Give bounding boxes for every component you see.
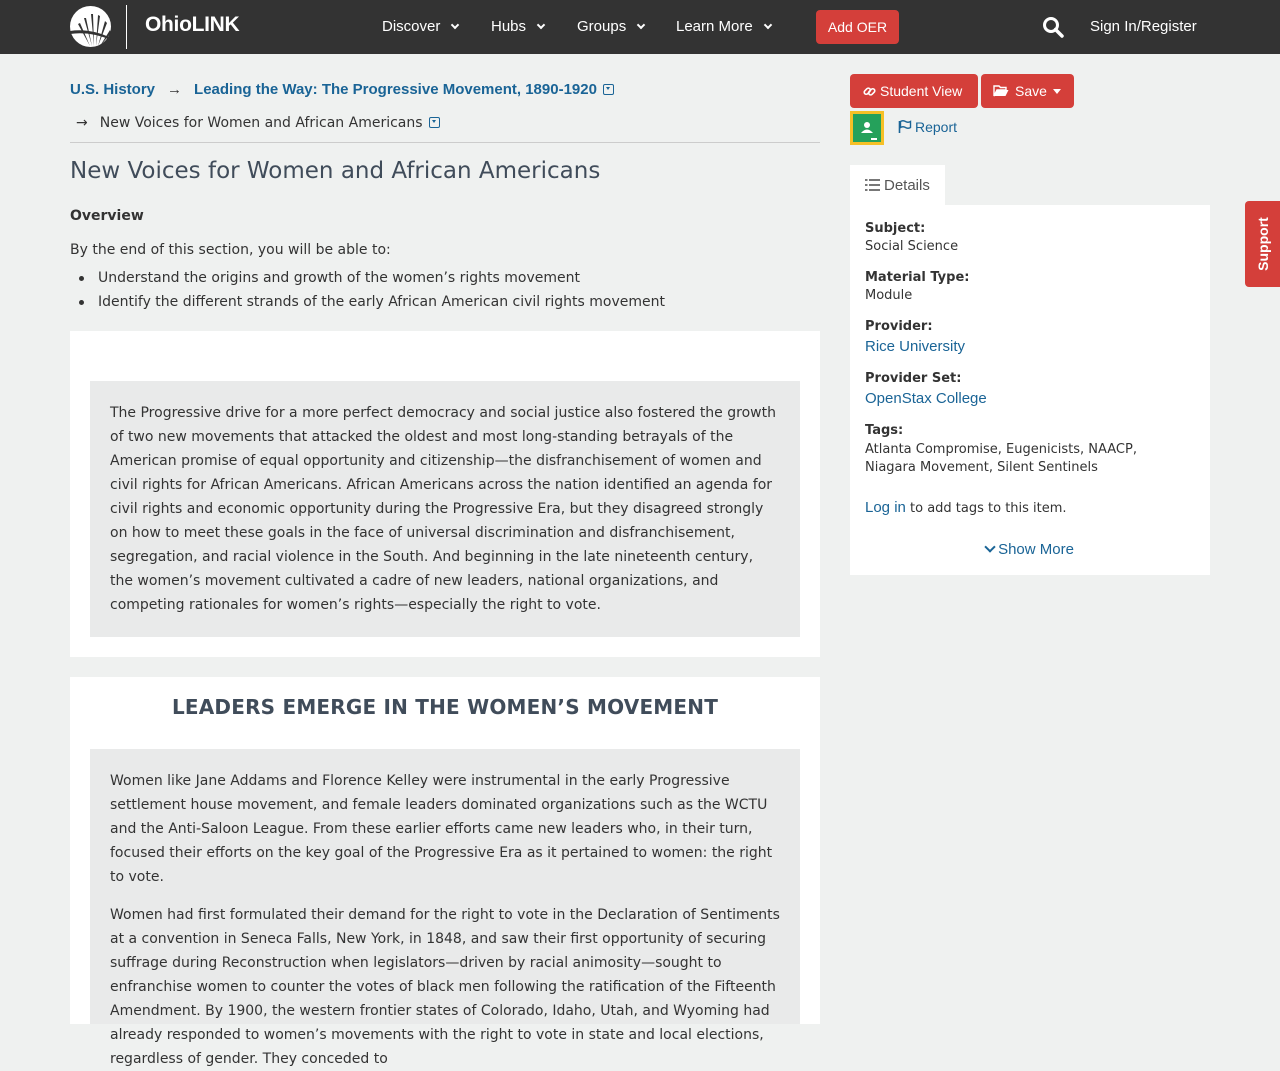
search-icon[interactable] — [1042, 16, 1064, 38]
nav-groups-label: Groups — [577, 18, 627, 35]
content-card-intro — [70, 331, 820, 657]
flag-icon — [898, 120, 911, 133]
show-more-label: Show More — [998, 541, 1074, 558]
sign-in-register-link[interactable]: Sign In/Register — [1090, 18, 1197, 35]
breadcrumb-arrow: → — [76, 115, 88, 131]
nav-learn-more[interactable] — [676, 18, 771, 35]
caret-down-icon — [1053, 89, 1061, 94]
nav-groups[interactable] — [577, 18, 644, 35]
show-more-button[interactable] — [850, 541, 1210, 558]
content-paragraph: The Progressive drive for a more perfect democracy and social justice also fostered the growth of two new movements that attacked the oldest and most long-standing betrayals of the American promise of equal opportunity and citizenship—the disfranchisement of women and civil rights for African Americans. African Americans across the nation identified an agenda for civil rights and economic opportunity during the Progressive Era, but they disagreed strongly on how to meet these goals in the face of universal discrimination and disfranchisement, segregation, and racial violence in the South. And beginning in the late nineteenth century, the women’s movement cultivated a cadre of new leaders, national organizations, and competing rationales for women’s rights—especially the right to vote. — [110, 405, 776, 613]
material-type-label: Material Type: — [865, 270, 970, 285]
breadcrumb-current-page[interactable]: New Voices for Women and African Americans — [99, 115, 423, 131]
breadcrumb-module-link[interactable]: Leading the Way: The Progressive Movement, 1890-1920 — [194, 81, 597, 98]
section-heading: LEADERS EMERGE IN THE WOMEN’S MOVEMENT — [171, 695, 719, 719]
tab-details-label: Details — [884, 177, 930, 194]
login-prompt — [865, 499, 1067, 516]
google-classroom-icon — [853, 114, 881, 142]
content-box — [90, 381, 800, 637]
content-paragraph: Women had first formulated their demand for the right to vote in the Declaration of Sentiments at a convention in Seneca Falls, New York, in 1848, and saw their first opportunity of securing suffrage during Reconstruction when legislators—driven by racial animosity—sought to enfranchise women to counter the votes of black men following the ratification of the Fifteenth Amendment. By 1900, the western frontier states of Colorado, Idaho, Utah, and Wyoming had already responded to women’s movements with the right to vote in state and local elections, regardless of gender. They conceded to — [110, 907, 780, 1067]
brand-name: OhioLINK — [145, 13, 240, 36]
tags-value: Atlanta Compromise, Eugenicists, NAACP, Niagara Movement, Silent Sentinels — [865, 442, 1137, 475]
nav-learn-more-label: Learn More — [676, 18, 753, 35]
ohiolink-logo[interactable] — [70, 5, 245, 49]
material-type-value: Module — [865, 288, 913, 303]
student-view-label: Student View — [880, 83, 963, 99]
list-icon — [865, 179, 880, 191]
save-label: Save — [1015, 83, 1047, 99]
dropdown-toggle-icon[interactable] — [603, 84, 614, 95]
content-card-section — [70, 677, 820, 1067]
page-title: New Voices for Women and African Americans — [70, 158, 601, 184]
chevron-down-icon — [537, 21, 545, 29]
breadcrumb-arrow: → — [167, 81, 183, 98]
logo-globe-icon — [70, 6, 111, 47]
chevron-down-icon — [451, 21, 459, 29]
list-item: Understand the origins and growth of the women’s rights movement — [98, 266, 665, 290]
provider-link[interactable]: Rice University — [865, 338, 966, 355]
breadcrumb-divider — [70, 142, 820, 143]
logo-divider — [126, 5, 127, 49]
breadcrumb-course-link[interactable]: U.S. History — [70, 81, 156, 98]
objectives-intro: By the end of this section, you will be able to: — [70, 242, 391, 258]
content-paragraph: Women like Jane Addams and Florence Kelley were instrumental in the early Progressive settlement house movement, and female leaders dominated organizations such as the WCTU and the Anti-Saloon League. From these earlier efforts came new leaders who, in their turn, focused their efforts on the key goal of the Progressive Era as it pertained to women: the right to vote. — [110, 773, 773, 885]
nav-hubs-label: Hubs — [491, 18, 527, 35]
dropdown-toggle-icon[interactable] — [429, 117, 440, 128]
content-box — [90, 749, 800, 1067]
chevron-down-icon — [984, 541, 995, 552]
folder-open-icon — [993, 85, 1009, 97]
student-view-button[interactable] — [850, 74, 978, 108]
breadcrumb — [70, 81, 614, 98]
link-icon — [863, 85, 876, 98]
provider-set-label: Provider Set: — [865, 371, 962, 386]
provider-label: Provider: — [865, 319, 933, 334]
report-link[interactable] — [898, 119, 957, 135]
overview-heading: Overview — [70, 208, 144, 224]
add-oer-button[interactable]: Add OER — [816, 10, 899, 44]
breadcrumb-level-3 — [76, 115, 440, 131]
list-item: Identify the different strands of the early African American civil rights movement — [98, 290, 665, 314]
top-navbar — [0, 0, 1280, 54]
login-prompt-text: to add tags to this item. — [905, 501, 1067, 516]
save-button[interactable] — [981, 74, 1074, 108]
details-panel — [850, 205, 1210, 575]
provider-set-link[interactable]: OpenStax College — [865, 390, 987, 407]
nav-discover[interactable] — [382, 18, 458, 35]
subject-value: Social Science — [865, 239, 959, 254]
report-label: Report — [915, 119, 958, 135]
support-tab[interactable] — [1245, 201, 1280, 287]
login-link[interactable]: Log in — [865, 499, 906, 516]
chevron-down-icon — [637, 21, 645, 29]
support-label: Support — [1254, 217, 1271, 271]
google-classroom-share-button[interactable] — [850, 111, 884, 145]
tab-details[interactable] — [850, 165, 945, 205]
nav-discover-label: Discover — [382, 18, 441, 35]
tags-label: Tags: — [865, 423, 904, 438]
objectives-list — [98, 266, 665, 314]
nav-hubs[interactable] — [491, 18, 544, 35]
chevron-down-icon — [763, 21, 771, 29]
subject-label: Subject: — [865, 221, 926, 236]
